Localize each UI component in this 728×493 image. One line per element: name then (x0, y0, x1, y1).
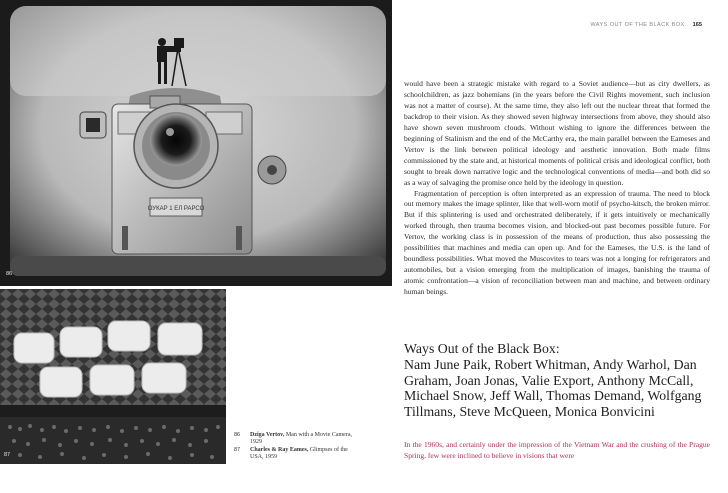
caption-87 (234, 447, 362, 462)
running-head-title: WAYS OUT OF THE BLACK BOX (590, 22, 685, 28)
caption-artist: Charles & Ray Eames, (250, 446, 309, 453)
caption-86 (234, 432, 362, 447)
caption-work: Glimpses of the USA, 1959 (250, 446, 348, 461)
page-number: 165 (692, 22, 702, 28)
paragraph: Fragmentation of perception is often interpreted as an expression of trauma. The need to block out memory makes the image splinter, like that well-worn motif of psycho-kitsch, the broken mirror. But if this splintering is used and orchestrated deliberately, if it gets intuitively or mechanically worked through, then trauma becomes vision, and blocked-out past becomes possible future. For Vertov, the working class is in possession of the means of production, thus also possessing the possibilities that machines and media can open up. And for the Eameses, the U.S. is the land of boundless possibilities. What moved the Muscovites to tears was not a longing for refrigerators and automobiles, but a vision emerging from the multiplication of images, banishing the trauma of atomic confrontation—a vision of reconciliation between man and machine, and between ordinary human beings. (404, 188, 710, 297)
paragraph: would have been a strategic mistake with regard to a Soviet audience—but as city dwellers, as schoolchildren, as jazz bohemians (in the years before the Civil Rights movement, such inclusion was not a matter of course). At the same time, they also left out the nuclear threat that formed the backdrop to their vision. As they showed seven highway intersections from above, they should also have shown seven mushroom clouds. Without wishing to ignore the differences between the beginning of Stalinism and the end of the McCarthy era, the main parallel between the Eameses and Vertov is the link between political ideology and aesthetic innovation. Both made films commissioned by the state and, at historical moments of political crisis and ideological conflict, both sought to break down narrative logic and the technological conventions of media—and both did so as a way of salvaging the promise once held by the ideology in question. (404, 79, 710, 187)
running-head (590, 22, 702, 28)
figure-87-dome-screens (0, 289, 226, 464)
dome-multiscreen-illustration (0, 289, 226, 464)
section-heading (404, 341, 714, 420)
figure-number-86: 86 (6, 271, 13, 277)
figure-captions (234, 432, 362, 462)
body-text (404, 79, 710, 298)
caption-work: Man with a Movie Camera, 1929 (250, 432, 352, 446)
camera-name-plate: ОУКАР 1 ЕЛ РАРСО (147, 206, 205, 212)
film-still-camera-illustration (0, 0, 392, 286)
figure-86-film-still (0, 0, 392, 286)
figure-number-87: 87 (4, 452, 11, 458)
section-heading-artists: Nam June Paik, Robert Whitman, Andy Warhol, Dan Graham, Joan Jonas, Valie Export, Anthony McCall, Michael Snow, Jeff Wall, Thomas Demand, Wolfgang Tillmans, Steve McQueen, Monica Bonvicini (404, 356, 702, 420)
caption-text (250, 447, 362, 462)
section-lead-text: In the 1960s, and certainly under the impression of the Vietnam War and the crushing of the Prague Spring, few were inclined to believe in visions that were (404, 440, 710, 460)
caption-number: 86 (234, 432, 241, 438)
caption-artist: Dziga Vertov, (250, 432, 285, 438)
section-heading-line-1: Ways Out of the Black Box: (404, 341, 560, 356)
caption-text (250, 432, 362, 447)
caption-number: 87 (234, 446, 241, 453)
